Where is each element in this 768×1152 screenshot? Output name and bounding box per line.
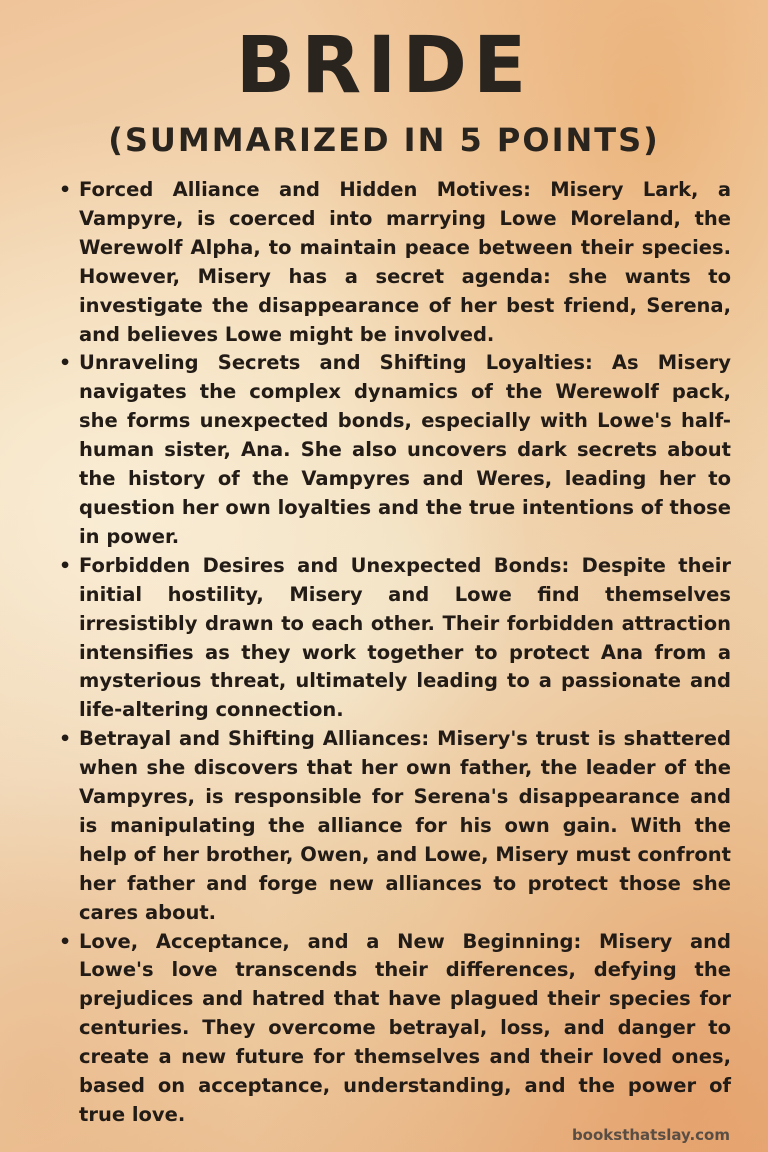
site-watermark: booksthatslay.com — [571, 1126, 730, 1144]
summary-point-text: Forbidden Desires and Unexpected Bonds: Despite their initial hostility, Misery and Lowe find themselves irresistibly drawn to each other. Their forbidden attraction intensifies as they work together to protect Ana from a mysterious threat, ultimately leading to a passionate and life-altering connection. — [79, 553, 731, 722]
summary-point-1 — [56, 176, 731, 349]
summary-point-text: Love, Acceptance, and a New Beginning: Misery and Lowe's love transcends their differences, defying the prejudices and hatred that have plagued their species for centuries. They overcome betrayal, loss, and danger to create a new future for themselves and their loved ones, based on acceptance, understanding, and the power of true love. — [79, 929, 731, 1126]
bullet-icon: • — [59, 179, 72, 201]
summary-point-text: Unraveling Secrets and Shifting Loyalties: As Misery navigates the complex dynamics of the Werewolf pack, she forms unexpected bonds, especially with Lowe's half-human sister, Ana. She also uncovers dark secrets about the history of the Vampyres and Weres, leading her to question her own loyalties and the true intentions of those in power. — [79, 351, 731, 548]
summary-point-text: Betrayal and Shifting Alliances: Misery's trust is shattered when she discovers that her own father, the leader of the Vampyres, is responsible for Serena's disappearance and is manipulating the alliance for his own gain. With the help of her brother, Owen, and Lowe, Misery must confront her father and forge new alliances to protect those she cares about. — [79, 727, 731, 924]
summary-points-list — [56, 176, 731, 1130]
bullet-icon: • — [59, 352, 72, 375]
summary-point-2 — [56, 349, 731, 551]
page-subtitle: (SUMMARIZED IN 5 POINTS) — [108, 121, 660, 159]
summary-point-3 — [56, 552, 731, 725]
summary-point-text: Forced Alliance and Hidden Motives: Misery Lark, a Vampyre, is coerced into marrying Lowe Moreland, the Werewolf Alpha, to maintain peace between their species. However, Misery has a secret agenda: she wants to investigate the disappearance of her best friend, Serena, and believes Lowe might be involved. — [79, 178, 731, 346]
bullet-icon: • — [59, 930, 72, 953]
summary-point-4 — [56, 725, 731, 927]
bullet-icon: • — [59, 554, 72, 577]
page-title: BRIDE — [235, 21, 533, 111]
bullet-icon: • — [59, 728, 72, 751]
summary-point-5 — [56, 928, 731, 1130]
